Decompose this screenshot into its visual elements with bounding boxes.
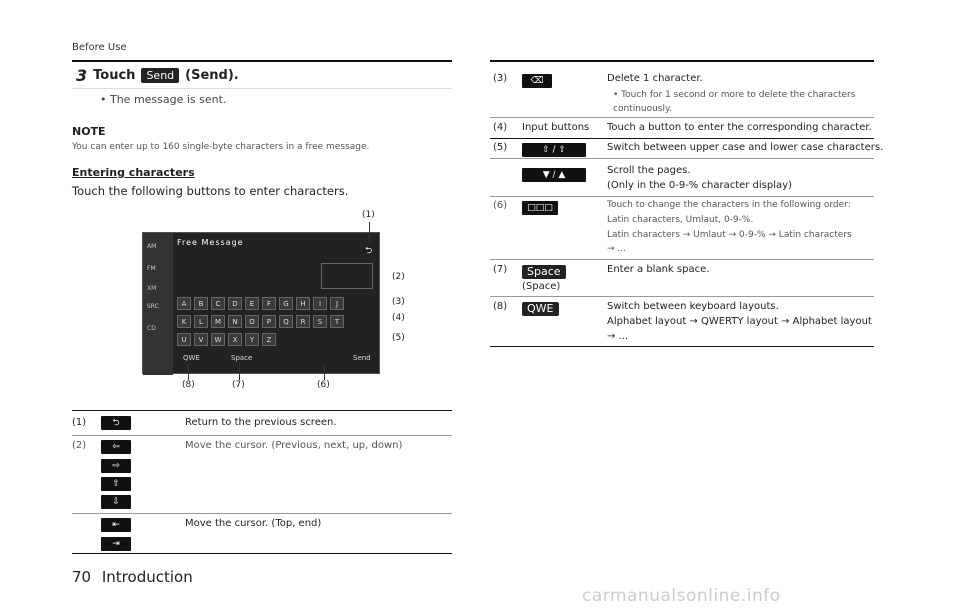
cursor-up-icon: ⇧	[101, 477, 131, 491]
row6-desc: Touch to change the characters in the following order:	[607, 200, 851, 210]
row6-divider	[490, 259, 874, 260]
row8-l3: → ...	[607, 331, 629, 342]
row5-num: (5)	[493, 142, 508, 153]
callout-1: (1)	[362, 210, 375, 220]
return-icon: ⮌	[101, 416, 131, 430]
side-fm: FM	[147, 265, 156, 272]
callout-7: (7)	[232, 380, 245, 390]
row3-desc: Delete 1 character.	[607, 73, 703, 84]
key: A	[177, 297, 191, 310]
key: J	[330, 297, 344, 310]
cursor-end-icon: ⇥	[101, 537, 131, 551]
side-cd: CD	[147, 325, 156, 332]
row8-l2: Alphabet layout → QWERTY layout → Alphabet layout	[607, 316, 872, 327]
row2-num: (2)	[72, 440, 87, 451]
row7-divider	[490, 296, 874, 297]
key: X	[228, 333, 242, 346]
key: K	[177, 315, 191, 328]
key: C	[211, 297, 225, 310]
callout-2: (2)	[392, 272, 405, 282]
key: D	[228, 297, 242, 310]
row6-l2: Latin characters, Umlaut, 0-9-%.	[607, 215, 754, 225]
leader-7	[239, 364, 240, 380]
cursor-top-icon: ⇤	[101, 518, 131, 532]
section-header: Before Use	[72, 42, 127, 53]
row6-l3: Latin characters → Umlaut → 0-9-% → Latin characters	[607, 230, 852, 240]
back-icon: ⮌	[365, 246, 373, 256]
callout-5: (5)	[392, 333, 405, 343]
case-switch-icon: ⇧ / ⇧	[522, 143, 586, 157]
qwe-key: QWE	[522, 302, 559, 316]
page-number: 70	[72, 568, 92, 586]
side-src: SRC	[145, 303, 159, 310]
row5-desc: Switch between upper case and lower case characters.	[607, 142, 884, 153]
key: Y	[245, 333, 259, 346]
key: U	[177, 333, 191, 346]
screen-sidebar	[143, 233, 173, 375]
top-rule-right	[490, 60, 874, 62]
key: Q	[279, 315, 293, 328]
row3-num: (3)	[493, 73, 508, 84]
screen-send: Send	[353, 354, 371, 362]
row1-num: (1)	[72, 417, 87, 428]
step-3	[76, 66, 239, 85]
entering-intro: Touch the following buttons to enter characters.	[72, 184, 349, 198]
row8-desc: Switch between keyboard layouts.	[607, 301, 779, 312]
char-type-icon: □□□	[522, 201, 558, 215]
bullet-text: • The message is sent.	[100, 93, 227, 106]
right-table-bottom	[490, 346, 874, 347]
screen-keyboard	[177, 297, 357, 369]
row7-num: (7)	[493, 264, 508, 275]
row4-divider	[490, 138, 874, 139]
row5-divider	[490, 158, 874, 159]
page-scroll-icon: ▼ / ▲	[522, 168, 586, 182]
row7-label: (Space)	[522, 281, 561, 292]
key: S	[313, 315, 327, 328]
key: W	[211, 333, 225, 346]
left-table-top	[72, 410, 452, 411]
cursor-down-icon: ⇩	[101, 495, 131, 509]
key: F	[262, 297, 276, 310]
callout-8: (8)	[182, 380, 195, 390]
page-footer	[72, 568, 193, 586]
cursor-pad	[321, 263, 373, 289]
leader-1	[369, 222, 370, 244]
cursor-previous-icon: ⇦	[101, 440, 131, 454]
key: V	[194, 333, 208, 346]
row8-num: (8)	[493, 301, 508, 312]
key: P	[262, 315, 276, 328]
row2b-desc: Move the cursor. (Top, end)	[185, 518, 322, 529]
send-key: Send	[141, 68, 179, 83]
key: N	[228, 315, 242, 328]
key: G	[279, 297, 293, 310]
space-key: Space	[522, 265, 566, 279]
screen-space: Space	[231, 354, 253, 362]
key: R	[296, 315, 310, 328]
step-divider	[72, 88, 452, 89]
row3-sub: • Touch for 1 second or more to delete the characters continuously.	[613, 90, 856, 114]
side-am: AM	[147, 243, 157, 250]
keyboard-screen	[142, 232, 380, 374]
row2-divider	[72, 513, 452, 514]
key: L	[194, 315, 208, 328]
row5-desc2: Scroll the pages.	[607, 165, 691, 176]
leader-8	[188, 364, 189, 380]
row2-desc: Move the cursor. (Previous, next, up, down)	[185, 440, 403, 451]
step-number: 3	[76, 66, 88, 85]
key: B	[194, 297, 208, 310]
note-title: NOTE	[72, 125, 106, 138]
callout-4: (4)	[392, 313, 405, 323]
key: T	[330, 315, 344, 328]
key: E	[245, 297, 259, 310]
top-rule-left	[72, 60, 452, 62]
left-table-bottom	[72, 553, 452, 554]
step-action: (Send).	[185, 68, 239, 83]
screen-title: Free Message	[177, 238, 244, 247]
screen-qwe: QWE	[183, 354, 200, 362]
callout-6: (6)	[317, 380, 330, 390]
row6-num: (6)	[493, 200, 508, 211]
key: O	[245, 315, 259, 328]
cursor-next-icon: ⇨	[101, 459, 131, 473]
row4-num: (4)	[493, 122, 508, 133]
watermark: carmanualsonline.info	[582, 586, 781, 606]
row4-desc: Touch a button to enter the corresponding character.	[607, 122, 872, 133]
row7-desc: Enter a blank space.	[607, 264, 710, 275]
row1-desc: Return to the previous screen.	[185, 417, 337, 428]
row6-l4: → ...	[607, 244, 626, 254]
key: M	[211, 315, 225, 328]
step-touch: Touch	[93, 68, 136, 83]
entering-title: Entering characters	[72, 166, 195, 179]
key: I	[313, 297, 327, 310]
side-xm: XM	[147, 285, 157, 292]
row1-divider	[72, 435, 452, 436]
callout-3: (3)	[392, 297, 405, 307]
leader-6	[324, 364, 325, 380]
footer-title: Introduction	[101, 568, 193, 586]
row5-desc3: (Only in the 0-9-% character display)	[607, 180, 792, 191]
delete-icon: ⌫	[522, 74, 552, 88]
key: Z	[262, 333, 276, 346]
row4-label: Input buttons	[522, 122, 590, 133]
row5b-divider	[490, 196, 874, 197]
key: H	[296, 297, 310, 310]
row3-divider	[490, 117, 874, 118]
note-text: You can enter up to 160 single-byte characters in a free message.	[72, 142, 370, 152]
